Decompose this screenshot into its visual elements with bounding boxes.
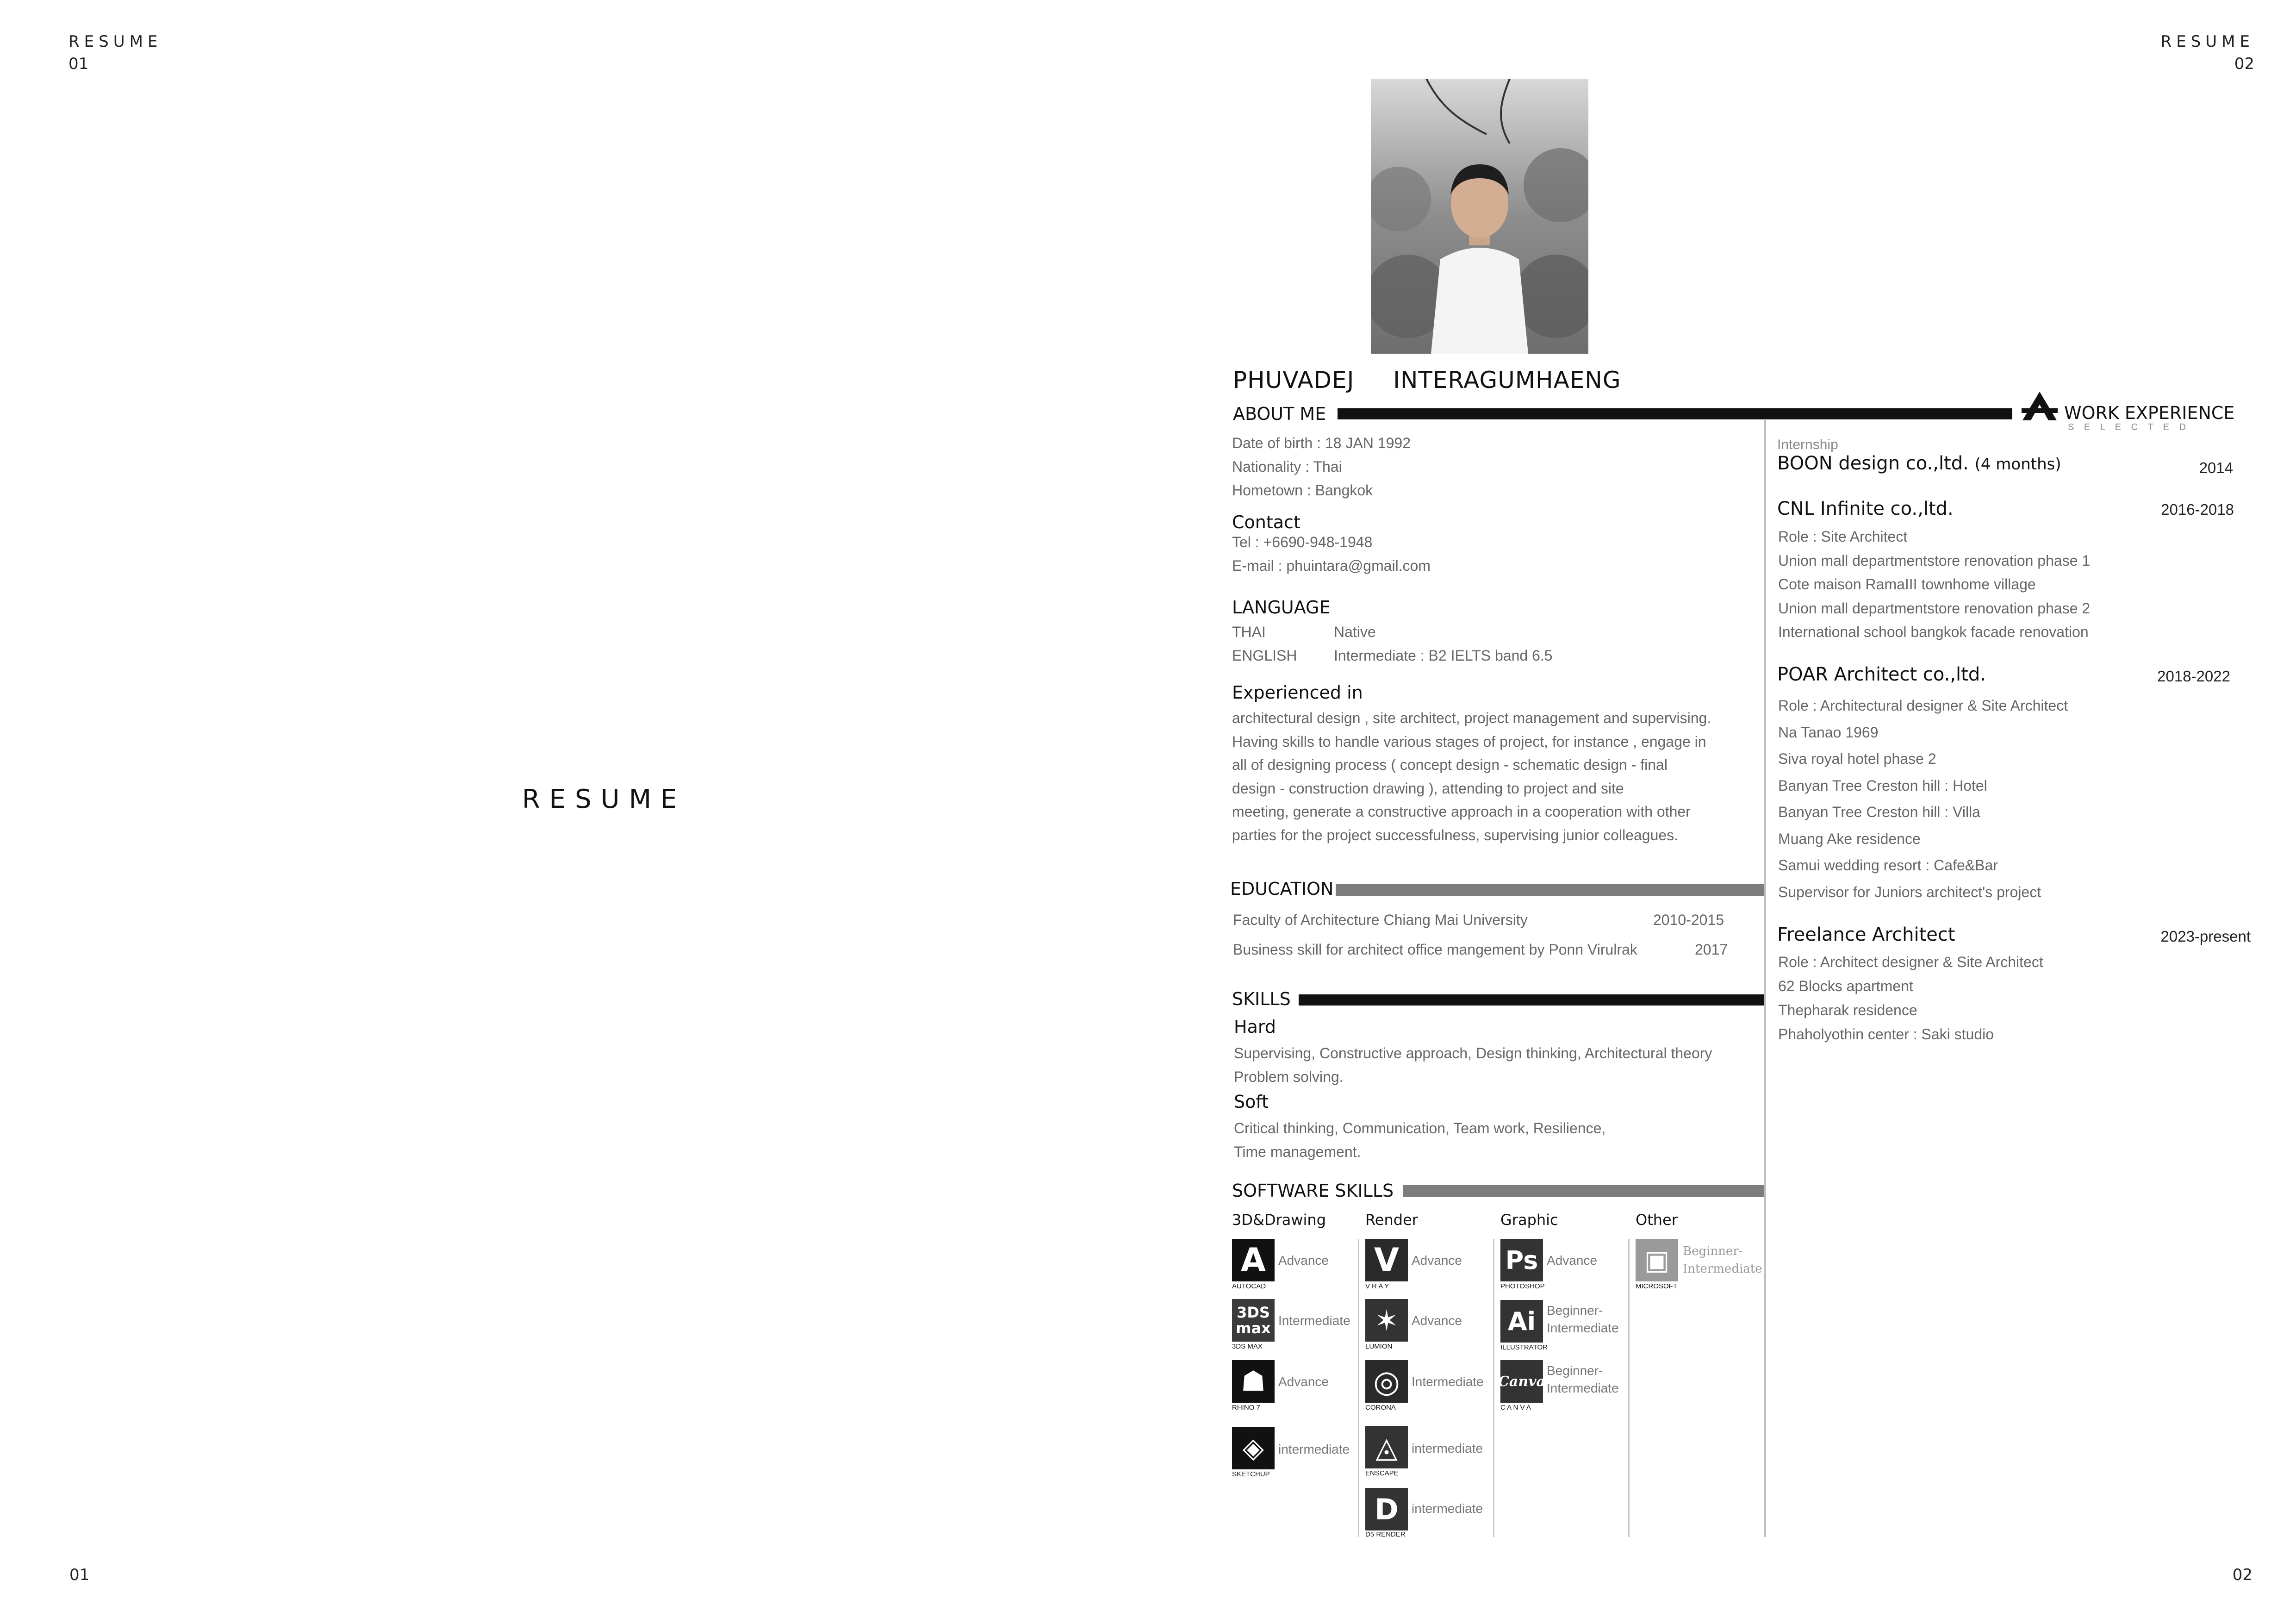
lumion-icon: ✶ xyxy=(1365,1299,1408,1342)
hometown-row: Hometown : Bangkok xyxy=(1232,482,1373,499)
d5render-level: intermediate xyxy=(1412,1501,1483,1516)
column-divider xyxy=(1764,420,1766,1537)
3dsmax-caption: 3DS MAX xyxy=(1232,1343,1263,1350)
rhino-icon: ☗ xyxy=(1232,1360,1275,1403)
job-year: 2014 xyxy=(2199,459,2233,476)
sketchup-icon: ◈ xyxy=(1232,1427,1275,1469)
3dsmax-level: Intermediate xyxy=(1278,1313,1350,1328)
enscape-caption: ENSCAPE xyxy=(1365,1469,1399,1477)
corona-level: Intermediate xyxy=(1412,1374,1484,1389)
autocad-icon: A xyxy=(1232,1239,1275,1281)
job-year: 2023-present xyxy=(2160,928,2251,945)
contact-heading: Contact xyxy=(1232,512,1300,532)
microsoft-level: Beginner- Intermediate xyxy=(1683,1244,1762,1276)
illustrator-icon: Ai xyxy=(1500,1300,1543,1343)
experienced-heading: Experienced in xyxy=(1232,682,1363,703)
software-col-divider xyxy=(1628,1239,1630,1537)
first-name: PHUVADEJ xyxy=(1233,367,1355,394)
about-me-heading: ABOUT ME xyxy=(1233,404,1326,424)
left-corner-header xyxy=(68,31,162,75)
job-company: Freelance Architect xyxy=(1777,924,1955,945)
canva-caption: C A N V A xyxy=(1500,1404,1531,1412)
sketchup-level: intermediate xyxy=(1278,1442,1350,1456)
education-heading: EDUCATION xyxy=(1230,879,1334,899)
education-year: 2017 xyxy=(1695,941,1728,958)
autocad-caption: AUTOCAD xyxy=(1232,1282,1266,1290)
language-heading: LANGUAGE xyxy=(1232,597,1331,618)
soft-skills-heading: Soft xyxy=(1234,1092,1269,1112)
contact-info xyxy=(1232,531,1431,578)
last-name: INTERAGUMHAENG xyxy=(1393,367,1621,394)
education-year: 2010-2015 xyxy=(1653,912,1724,928)
job-company: BOON design co.,ltd. (4 months) xyxy=(1777,453,2061,474)
lumion-level: Advance xyxy=(1412,1313,1462,1328)
about-me-bar xyxy=(1338,408,2012,419)
job-company: CNL Infinite co.,ltd. xyxy=(1777,498,1954,519)
work-experience-heading: WORK EXPERIENCE xyxy=(2064,403,2235,423)
job-tag: Internship xyxy=(1777,437,1838,452)
illustrator-level: Beginner- Intermediate xyxy=(1547,1303,1619,1335)
microsoft-office-icon: ▣ xyxy=(1636,1239,1678,1281)
lumion-caption: LUMION xyxy=(1365,1343,1393,1350)
vray-level: Advance xyxy=(1412,1253,1462,1268)
soft-skills-text: Critical thinking, Communication, Team work, Resilience, Time management. xyxy=(1234,1120,1606,1160)
job-details: Role : Site Architect Union mall departmentstore renovation phase 1 Cote maison RamaIII townhome village Union mall departmentstore renovation phase 2 International school bangkok facade renovation xyxy=(1778,528,2091,640)
experienced-paragraph: architectural design , site architect, project management and supervising. Having skills to handle various stages of project, for instance , engage in all of designing process ( concept design - schematic design - final design - construction drawing ), attending to project and site meeting, generate a constructive approach in a cooperation with other parties for the project successfulness, supervising junior colleagues. xyxy=(1232,710,1711,843)
software-col-divider xyxy=(1493,1239,1494,1537)
a-logo-icon xyxy=(2020,390,2060,422)
enscape-level: intermediate xyxy=(1412,1441,1483,1455)
right-corner-header xyxy=(2161,31,2254,75)
job-year: 2018-2022 xyxy=(2157,668,2230,685)
email-row: E-mail : phuintara@gmail.com xyxy=(1232,557,1431,574)
date-of-birth-row: Date of birth : 18 JAN 1992 xyxy=(1232,435,1411,451)
job-details: Role : Architectural designer & Site Architect Na Tanao 1969 Siva royal hotel phase 2 Banyan Tree Creston hill : Hotel Banyan Tree Creston hill : Villa Muang Ake residence Samui wedding resort : Cafe&Bar Supervisor for Juniors architect's project xyxy=(1778,697,2068,900)
photoshop-caption: PHOTOSHOP xyxy=(1500,1282,1545,1290)
microsoft-caption: MICROSOFT xyxy=(1636,1282,1677,1290)
canva-icon: Canva xyxy=(1500,1360,1543,1403)
sketchup-caption: SKETCHUP xyxy=(1232,1470,1270,1478)
software-col-other: Other xyxy=(1636,1211,1678,1229)
tel-row: Tel : +6690-948-1948 xyxy=(1232,534,1373,550)
hard-skills-text: Supervising, Constructive approach, Design thinking, Architectural theory Problem solving. xyxy=(1234,1045,1712,1085)
rhino-level: Advance xyxy=(1278,1374,1329,1389)
rhino-caption: RHINO 7 xyxy=(1232,1404,1260,1412)
profile-photo-image xyxy=(1371,79,1588,354)
personal-info xyxy=(1232,431,1411,502)
software-col-divider xyxy=(1358,1239,1359,1537)
autocad-level: Advance xyxy=(1278,1253,1329,1268)
skills-bar xyxy=(1299,994,1764,1006)
canva-level: Beginner- Intermediate xyxy=(1547,1363,1619,1395)
corona-icon: ◎ xyxy=(1365,1360,1408,1403)
software-skills-heading: SOFTWARE SKILLS xyxy=(1232,1181,1394,1201)
left-corner-number: 01 xyxy=(68,55,89,73)
job-company: POAR Architect co.,ltd. xyxy=(1777,664,1986,685)
nationality-row: Nationality : Thai xyxy=(1232,458,1342,475)
3dsmax-icon: 3DS max xyxy=(1232,1299,1275,1342)
education-item: Business skill for architect office mangement by Ponn Virulrak xyxy=(1233,941,1637,958)
right-corner-title: RESUME xyxy=(2160,32,2254,51)
full-name xyxy=(1233,367,1621,394)
left-corner-title: RESUME xyxy=(68,32,162,51)
profile-photo xyxy=(1371,79,1588,354)
vray-icon: V xyxy=(1365,1239,1408,1281)
language-row: THAI Native xyxy=(1232,624,1376,640)
work-experience-subheading: S E L E C T E D xyxy=(2068,422,2190,432)
software-col-graphic: Graphic xyxy=(1500,1211,1558,1229)
illustrator-caption: ILLUSTRATOR xyxy=(1500,1343,1548,1351)
d5render-caption: D5 RENDER xyxy=(1365,1530,1406,1538)
corona-caption: CORONA xyxy=(1365,1404,1396,1412)
hard-skills-heading: Hard xyxy=(1234,1017,1276,1037)
software-col-render: Render xyxy=(1365,1211,1418,1229)
right-corner-number: 02 xyxy=(2234,55,2254,73)
education-item: Faculty of Architecture Chiang Mai University xyxy=(1233,912,1528,928)
left-page-number: 01 xyxy=(69,1566,90,1584)
software-col-3d-drawing: 3D&Drawing xyxy=(1232,1211,1326,1229)
software-skills-bar xyxy=(1403,1185,1764,1197)
job-year: 2016-2018 xyxy=(2161,501,2234,518)
enscape-icon: ◬ xyxy=(1365,1426,1408,1468)
language-list xyxy=(1232,620,1553,668)
job-details: Role : Architect designer & Site Architect 62 Blocks apartment Thepharak residence Phaholyothin center : Saki studio xyxy=(1778,954,2043,1043)
left-center-title: RESUME xyxy=(522,784,686,814)
skills-heading: SKILLS xyxy=(1232,989,1291,1009)
right-page-number: 02 xyxy=(2232,1566,2252,1584)
d5render-icon: D xyxy=(1365,1488,1408,1530)
vray-caption: V R A Y xyxy=(1365,1282,1389,1290)
education-bar xyxy=(1336,884,1764,896)
language-row: ENGLISH Intermediate : B2 IELTS band 6.5 xyxy=(1232,647,1553,664)
photoshop-level: Advance xyxy=(1547,1253,1597,1268)
photoshop-icon: Ps xyxy=(1500,1239,1543,1281)
